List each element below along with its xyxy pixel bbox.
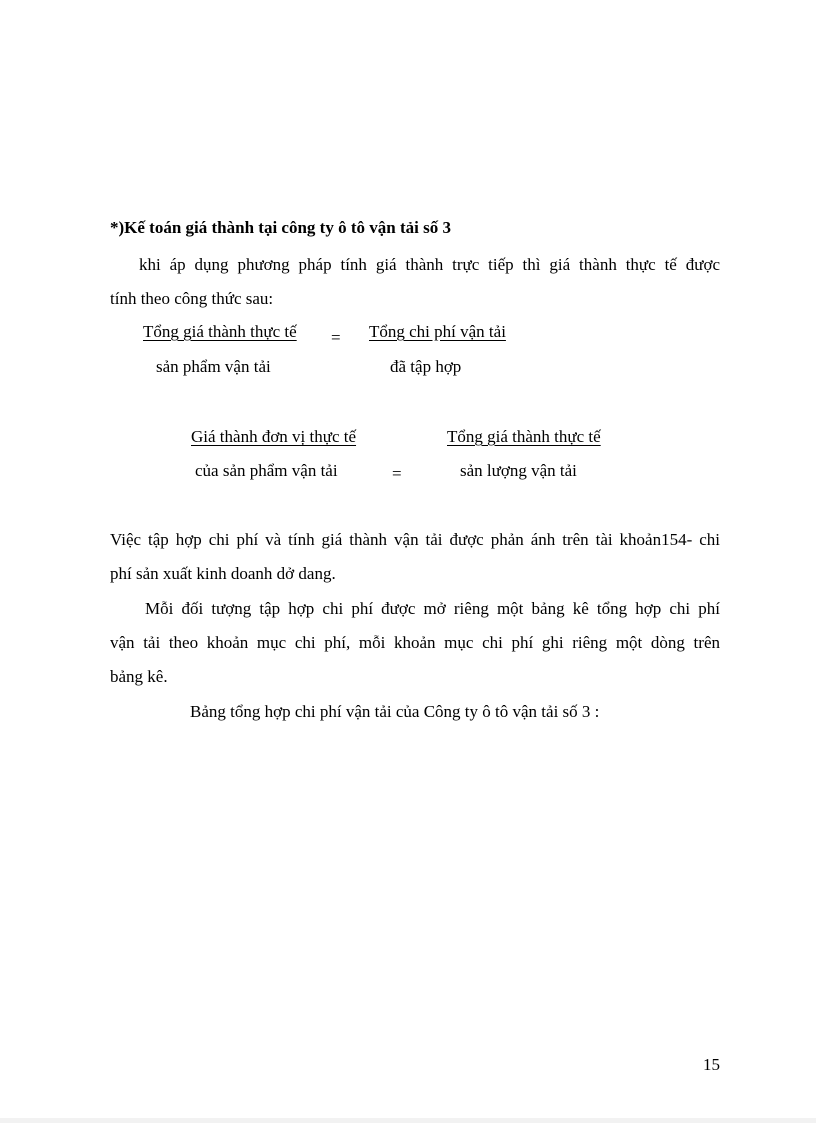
formula1-right-denominator: đã tập hợp <box>390 357 462 376</box>
formula1-right-numerator: Tổng chi phí vận tải <box>369 322 506 341</box>
page-bottom-edge <box>0 1118 816 1123</box>
formula2-right-denominator: sản lượng vận tải <box>460 461 577 480</box>
paragraph2-line-2: vận tải theo khoản mục chi phí, mỗi khoản mục chi phí ghi riêng một dòng trên <box>110 633 720 652</box>
page-number: 15 <box>703 1055 720 1074</box>
formula2-equals: = <box>392 464 402 483</box>
formula1-left-numerator: Tổng giá thành thực tế <box>143 322 297 341</box>
formula2-left-denominator: của sản phẩm vận tải <box>195 461 338 480</box>
paragraph1-line-2: phí sản xuất kinh doanh dở dang. <box>110 564 336 583</box>
intro-line-1: khi áp dụng phương pháp tính giá thành trực tiếp thì giá thành thực tế được <box>139 255 720 274</box>
paragraph2-line-3: bảng kê. <box>110 667 168 686</box>
formula1-equals: = <box>331 328 341 347</box>
section-heading: *)Kế toán giá thành tại công ty ô tô vận tải số 3 <box>110 218 451 237</box>
paragraph1-line-1: Việc tập hợp chi phí và tính giá thành vận tải được phản ánh trên tài khoản154- chi <box>110 530 720 549</box>
formula1-left-denominator: sản phẩm vận tải <box>156 357 271 376</box>
table-caption: Bảng tổng hợp chi phí vận tải của Công ty ô tô vận tải số 3 : <box>190 702 600 721</box>
intro-line-2: tính theo công thức sau: <box>110 289 274 308</box>
formula2-left-numerator: Giá thành đơn vị thực tế <box>191 427 357 446</box>
paragraph2-line-1: Mỗi đối tượng tập hợp chi phí được mở riêng một bảng kê tổng hợp chi phí <box>145 599 720 618</box>
formula2-right-numerator: Tổng giá thành thực tế <box>447 427 601 446</box>
